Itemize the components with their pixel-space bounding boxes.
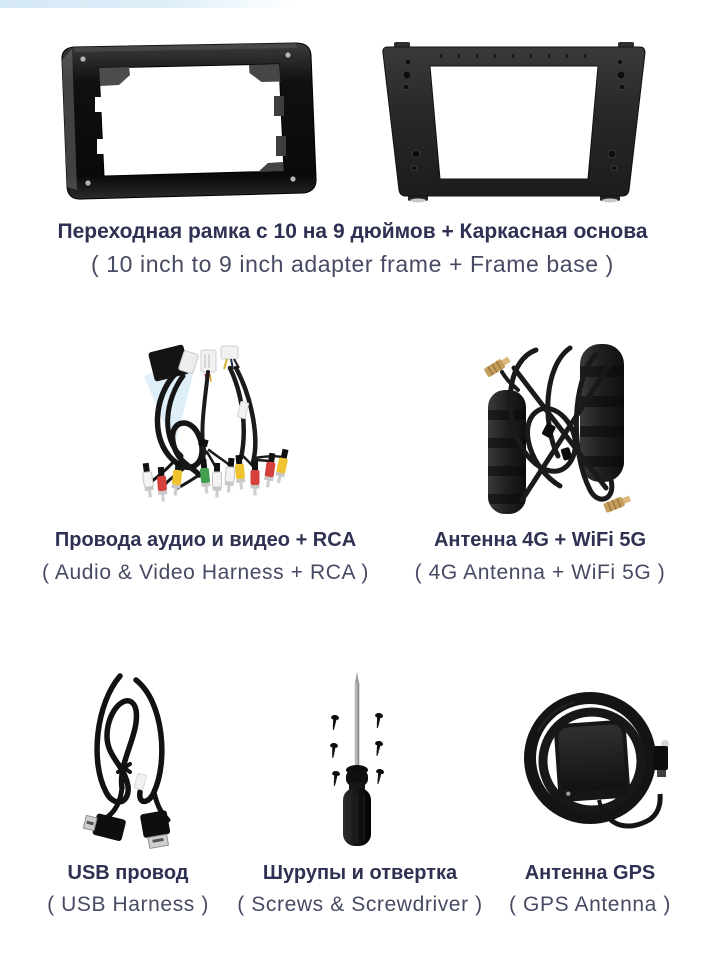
adapter-frame-graphic [50, 40, 322, 202]
decorative-stripe [0, 0, 298, 8]
frame-base-photo [378, 42, 650, 203]
usb-title-ru: USB провод [67, 862, 189, 884]
screws-title-en: ( Screws & Screwdriver ) [237, 893, 483, 916]
antenna-4g-graphic [478, 338, 636, 518]
adapter-frame-photo [50, 40, 322, 202]
antenna-4g-title-en: ( 4G Antenna + WiFi 5G ) [414, 561, 666, 584]
gps-antenna-graphic [513, 682, 676, 842]
screws-title-ru: Шурупы и отвертка [262, 862, 458, 884]
screwdriver-screws-photo [322, 672, 392, 848]
gps-antenna-photo [513, 682, 676, 842]
antenna-4g-title-ru: Антенна 4G + WiFi 5G [433, 529, 647, 551]
frames-title-ru: Переходная рамка с 10 на 9 дюймов + Каркасная основа [57, 220, 648, 243]
usb-cable-photo [80, 670, 185, 850]
av-harness-graphic [135, 340, 305, 520]
harness-title-en: ( Audio & Video Harness + RCA ) [42, 561, 369, 584]
frames-title-en: ( 10 inch to 9 inch adapter frame + Frame base ) [91, 251, 614, 277]
usb-title-en: ( USB Harness ) [47, 893, 209, 916]
antenna-4g-photo [478, 338, 636, 518]
gps-title-ru: Антенна GPS [524, 862, 656, 884]
usb-cable-graphic [80, 670, 185, 850]
av-harness-photo [135, 340, 305, 520]
gps-title-en: ( GPS Antenna ) [509, 893, 671, 916]
screwdriver-screws-graphic [322, 672, 392, 848]
harness-title-ru: Провода аудио и видео + RCA [54, 529, 357, 551]
frame-base-graphic [378, 42, 650, 203]
